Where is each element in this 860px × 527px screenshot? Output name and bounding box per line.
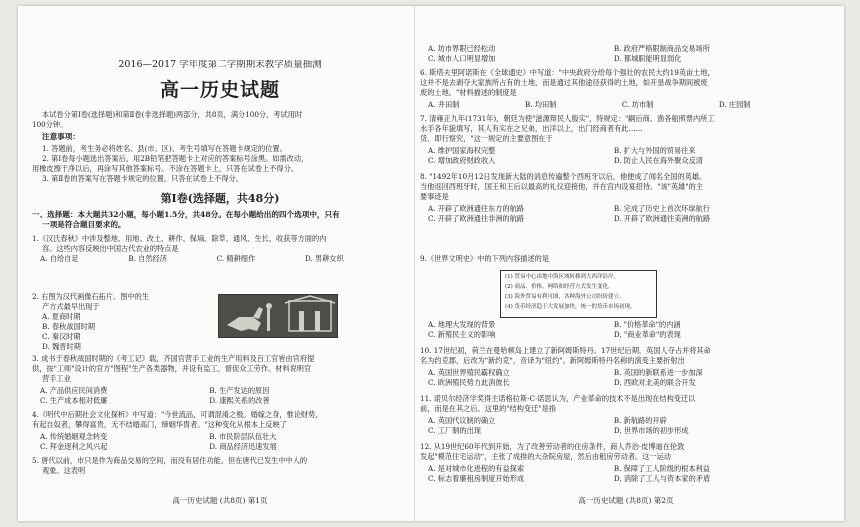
question-options — [428, 204, 832, 214]
option: C. 增加政府财政收入 — [428, 156, 496, 165]
question-line: 废的土地。"材料描述的制度是 — [420, 88, 517, 97]
option: D. 消除了工人与资本家的矛盾 — [613, 474, 711, 483]
question-line: 前，而是在其之后。这里的"结构变迁"是指 — [420, 404, 556, 413]
option: C. 城市人口明显增加 — [428, 54, 496, 63]
question-line: 这并不是去剥夺大家族所占有的土地，而是通过其他途径获得的土地，如开垦战争期间被废 — [420, 78, 708, 87]
quote-line: (4) 货币经济趋于大发展加快，统一的货币市场初现。 — [505, 304, 636, 310]
option: D. 世界市场的初步形成 — [613, 426, 689, 435]
option: A. 传统婚姻观念转变 — [40, 432, 108, 441]
question-line: 5. 唐代以前，市只是作为商品交易的空间，而没有居住功能。但在唐代已发生中中人的 — [32, 456, 308, 465]
question-line: 容。这些内容反映出中国古代农业的特点是 — [42, 244, 179, 253]
option: B. 完成了历史上首次环球航行 — [613, 204, 710, 213]
question-line: 6. 斯塔夫里阿诺斯在《全球通史》中写道："中央政府分给每个强壮的农民大约19英亩土地， — [420, 68, 715, 77]
option: A. 维护国家海权完整 — [428, 146, 496, 155]
question-line: 当他返回西班牙时，国王和王后以最高的礼仪迎接他，并在宫内设宴招待。"该"英雄"的主 — [420, 182, 704, 191]
question-options — [428, 214, 832, 224]
question-line: 12. 从19世纪60年代到开始，为了改善劳动者的住房条件，商人乔治·皮博迪在伦敦 — [420, 442, 685, 451]
question-options — [40, 386, 408, 396]
question-line: 4.《明代中后期社会文化探析》中写道："今世流品，可谓混淆之极。婚嫁之身，惟论财势， — [32, 410, 323, 419]
option: A. 英国代议制的确立 — [428, 416, 496, 425]
question-line: 7. 清雍正九年(1731年)，朝廷为使"滋源辩民人殷实"，特规定："嗣后商、渔各船照票内所工 — [420, 114, 715, 123]
question-line: 9.《世界文明史》中的下列内容描述的是 — [420, 254, 550, 263]
question-line: 有起自奴者，攀得富贵，无不结婚高门，缔姻华胄者。"这种变化从根本上反映了 — [32, 420, 287, 429]
question-line: 1.《汉氏春秋》中涉及整地、用地、改土、耕作、保墒、除草、通风、生长、收获等方面的内 — [32, 234, 327, 243]
question-options — [428, 378, 832, 388]
question-line: 8. "1492年10月12日发现新大陆的消息传遍整个西班牙以后，他便成了闻名全国的英雄。 — [420, 172, 707, 181]
option: D. 魏晋时期 — [42, 342, 81, 351]
option: A. 地理大发现的背景 — [428, 320, 496, 329]
section-instruction: 一、选择题：本大题共32小题，每小题1.5分，共48分。在每小题给出的四个选项中，只有 — [32, 210, 340, 219]
notes-heading: 注意事项： — [42, 132, 80, 141]
option: B. 保障了工人阶级的根本利益 — [613, 464, 710, 473]
option: C. 精耕细作 — [216, 254, 256, 263]
option: D. 都城职能明显弱化 — [613, 54, 682, 63]
quote-line: (1) 贸易中心由地中海区域转移到大西洋沿岸。 — [505, 274, 620, 280]
section-instruction: 一项是符合题目要求的。 — [42, 220, 126, 229]
question-line: 产方式最早出现于 — [42, 302, 100, 311]
question-options — [428, 426, 832, 436]
option: A. 英国世界殖民霸权确立 — [428, 368, 510, 377]
option: D. 康熙关系的改善 — [209, 396, 270, 405]
option: D. 防止人民在海外聚众反清 — [613, 156, 703, 165]
option: D. 庄园制 — [718, 100, 751, 109]
option: B. 生产发达的原因 — [209, 386, 270, 395]
option: C. 拜金逐利之风兴起 — [40, 442, 108, 451]
question-options — [40, 396, 408, 406]
option: B. 新航路的开辟 — [613, 416, 667, 425]
option: A. 坊市界限已经松动 — [428, 44, 496, 53]
option: A. 开辟了欧洲通往东方的航路 — [428, 204, 525, 213]
option: A. 夏商时期 — [42, 312, 81, 321]
question-line: 水手各年貌填写，其人有实在之兄弟，出洋以上，出门经商者有此…… — [420, 124, 643, 133]
option: C. 生产成本相对低廉 — [40, 396, 108, 405]
option: C. 欧洲殖民势力此消彼长 — [428, 378, 510, 387]
option: D. 西欧对北美的联合开发 — [613, 378, 696, 387]
option: B. 英国的新联系进一步加深 — [613, 368, 703, 377]
question-line: 2. 右图为汉代画像石拓片。图中的生 — [32, 292, 149, 301]
exam-title: 高一历史试题 — [159, 79, 280, 101]
option: C. 标志着廉租房制度开始形成 — [428, 474, 525, 483]
option: B. 春秋战国时期 — [42, 322, 95, 331]
option: B. 自然经济 — [128, 254, 167, 263]
question-options — [428, 156, 832, 166]
question-options — [428, 368, 832, 378]
option: D. 开辟了欧洲通往美洲的航路 — [613, 214, 711, 223]
page-footer: 高一历史试题 (共8页) 第1页 — [172, 496, 268, 505]
option: B. "价格革命"的内涵 — [613, 320, 681, 329]
exam-sheet — [18, 6, 844, 521]
question-line: 要事迹是 — [420, 192, 449, 201]
option: A. 自给自足 — [40, 254, 79, 263]
option: C. 工厂制的出现 — [428, 426, 481, 435]
question-line: 10. 17世纪初，荷兰在曼哈顿岛上建立了新阿姆斯特丹。17世纪后期，英国人夺占并将其命 — [420, 346, 711, 355]
option: C. 坊市制 — [621, 100, 654, 109]
note-line: 3. 第Ⅱ卷的答案写在答题卡规定的位置，只答在试卷上不得分。 — [42, 174, 243, 183]
option: A. 井田制 — [428, 100, 460, 109]
question-options — [428, 474, 832, 484]
question-options — [428, 100, 832, 110]
question-line: 供，按"工师"设计的官方"图程"生产各类器物，并设有监工，督促众工劳作。材料说明官 — [32, 364, 312, 373]
option: B. 扩大与外国的贸易往来 — [613, 146, 696, 155]
question-line: 名为约克郡，后改为"新约克"，音译为"纽约"。新阿姆斯特丹名称的演变主要折射出 — [420, 356, 685, 365]
page-left — [32, 6, 408, 521]
question-options — [40, 254, 408, 264]
section-title: 第Ⅰ卷(选择题，共48分) — [160, 192, 280, 205]
quote-line: (3) 海外贸易有利可图，各种海外公司纷纷建立。 — [505, 294, 625, 300]
option: D. 男耕女织 — [304, 254, 344, 263]
question-line: 营手工业 — [42, 374, 71, 383]
option: C. 新殖民主义的影响 — [428, 330, 496, 339]
question-options — [40, 432, 408, 442]
option: D. 商品经济迅速发展 — [209, 442, 277, 451]
question-line: 货、即行察究，"这一规定的主要意图在于 — [420, 134, 553, 143]
option: D. "商业革命"的表现 — [613, 330, 681, 339]
option: C. 秦汉时期 — [42, 332, 81, 341]
question-options — [428, 330, 832, 340]
note-line: 1. 答题前，考生务必将姓名、县(市、区)、考生号填写在答题卡规定的位置。 — [42, 144, 287, 153]
question-options — [428, 146, 832, 156]
option: C. 开辟了欧洲通往非洲的航路 — [428, 214, 525, 223]
question-line: 发起"模范住宅运动"，主张了成排的大杂院房屋，然后由租房劳动者。这一运动 — [420, 452, 671, 461]
question-options — [40, 442, 408, 452]
question-options — [428, 464, 832, 474]
question-line: 观象。这表明 — [42, 466, 86, 475]
option: A. 产品供应民间消费 — [40, 386, 108, 395]
option: B. 市民阶层队伍壮大 — [209, 432, 277, 441]
quote-line: (2) 商品、价格、网络和经营方式发生变化。 — [505, 284, 614, 290]
quote-box — [500, 270, 657, 318]
page-fold — [414, 6, 415, 521]
option: B. 政府严格限制商品交易场所 — [613, 44, 710, 53]
page-footer: 高一历史试题 (共8页) 第2页 — [578, 496, 674, 505]
intro-line-1: 本试卷分第Ⅰ卷(选择题)和第Ⅱ卷(非选择题)两部分，共8页，满分100分，考试用时 — [42, 110, 303, 119]
note-line: 用橡皮擦干净以后，再涂写其他答案标号。不涂在答题卡上，只答在试卷上不得分。 — [32, 164, 298, 173]
question-options — [428, 54, 832, 64]
question-options — [428, 44, 832, 54]
exam-header-line: 2016—2017 学年度第二学期期末教学质量抽测 — [118, 60, 322, 70]
question-options — [428, 416, 832, 426]
note-line: 2. 第Ⅰ卷每小题选出答案后，用2B铅笔把答题卡上对应的答案标号涂黑。如需改动， — [42, 154, 309, 163]
page-right — [420, 6, 832, 521]
han-stone-relief-image — [218, 294, 338, 338]
question-line: 3. 成书于春秋战国时期的《考工记》载，齐国官营手工业的生产用料及百工官皆由官府提 — [32, 354, 315, 363]
option: B. 均田制 — [524, 100, 557, 109]
question-options — [428, 320, 832, 330]
question-line: 11. 诺贝尔经济学奖得主诺格拉斯·C·诺思认为，产业革命的技术不是出现在结构变迁以 — [420, 394, 696, 403]
option: A. 是对城市化进程的有益探索 — [428, 464, 525, 473]
intro-line-2: 100分钟。 — [32, 120, 68, 129]
